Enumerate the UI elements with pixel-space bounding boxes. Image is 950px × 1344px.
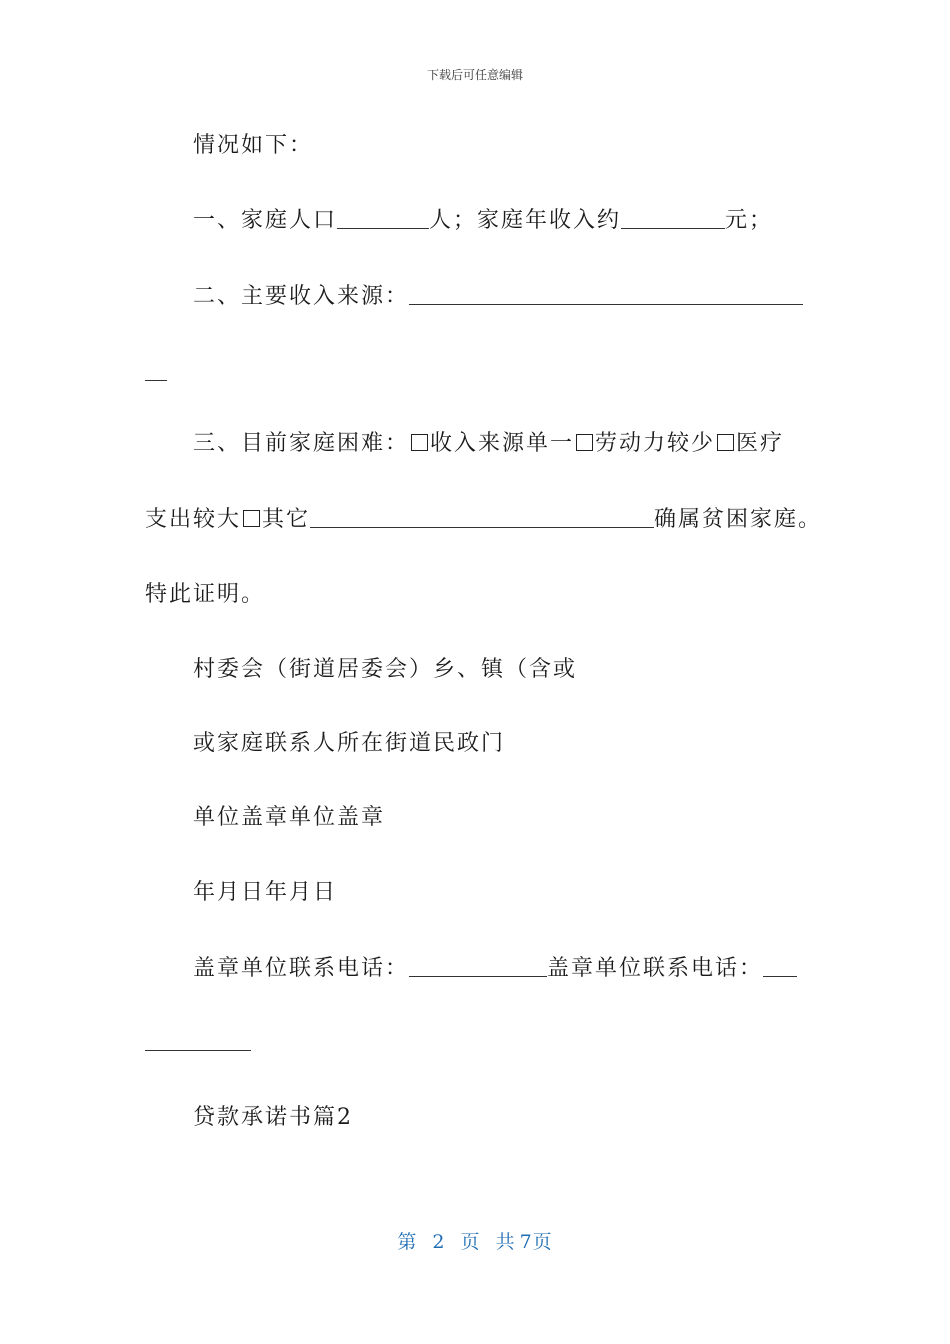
other-blank[interactable] [310, 505, 654, 528]
income-source-line [193, 282, 803, 312]
phone-blank-1[interactable] [409, 954, 547, 977]
option-medical: 医疗 [736, 431, 785, 456]
difficulty-label: 三、目前家庭困难： [193, 431, 410, 456]
checkbox-single-income[interactable] [411, 434, 428, 451]
income-source-blank[interactable] [409, 282, 803, 305]
phone-label-2: 盖章单位联系电话： [547, 956, 764, 981]
date-line: 年月日年月日 [193, 880, 338, 905]
poverty-confirmation: 确属贫困家庭。 [654, 507, 823, 532]
footer-page-number: 2 [432, 1231, 446, 1253]
footer-prefix: 第 [397, 1231, 418, 1253]
option-other: 其它 [262, 507, 311, 532]
phone-label-1: 盖章单位联系电话： [193, 956, 410, 981]
phone-blank-2-continued[interactable] [145, 1028, 251, 1051]
income-label: 人；家庭年收入约 [429, 208, 622, 233]
footer-total-label: 共 [495, 1231, 516, 1253]
population-label: 一、家庭人口 [193, 208, 338, 233]
page-footer [0, 1227, 950, 1254]
footer-page-label: 页 [460, 1231, 481, 1253]
income-source-blank-continued[interactable] [145, 358, 167, 381]
population-blank[interactable] [337, 206, 429, 229]
option-less-labor: 劳动力较少 [595, 431, 716, 456]
income-source-label: 二、主要收入来源： [193, 284, 410, 309]
checkbox-medical[interactable] [717, 434, 734, 451]
phone-continuation [145, 1028, 251, 1058]
certify-line: 特此证明。 [145, 582, 266, 607]
phone-line [193, 954, 797, 984]
footer-total: 7页 [519, 1231, 553, 1253]
family-info-line [193, 206, 773, 236]
checkbox-other[interactable] [243, 510, 260, 527]
next-section-title: 贷款承诺书篇2 [193, 1105, 353, 1130]
income-unit: 元； [725, 208, 774, 233]
stamp-line: 单位盖章单位盖章 [193, 805, 386, 830]
checkbox-less-labor[interactable] [576, 434, 593, 451]
income-blank[interactable] [621, 206, 725, 229]
difficulty-continued-line [145, 505, 822, 535]
phone-blank-2[interactable] [763, 954, 797, 977]
signature-line-1: 村委会（街道居委会）乡、镇（含或 [193, 657, 578, 682]
income-source-continuation [145, 358, 167, 388]
intro-line: 情况如下： [193, 133, 314, 158]
signature-line-2: 或家庭联系人所在街道民政门 [193, 731, 506, 756]
option-medical-continued: 支出较大 [145, 507, 242, 532]
difficulty-line [193, 429, 784, 459]
option-single-income: 收入来源单一 [430, 431, 575, 456]
page-header-note: 下载后可任意编辑 [426, 68, 523, 82]
